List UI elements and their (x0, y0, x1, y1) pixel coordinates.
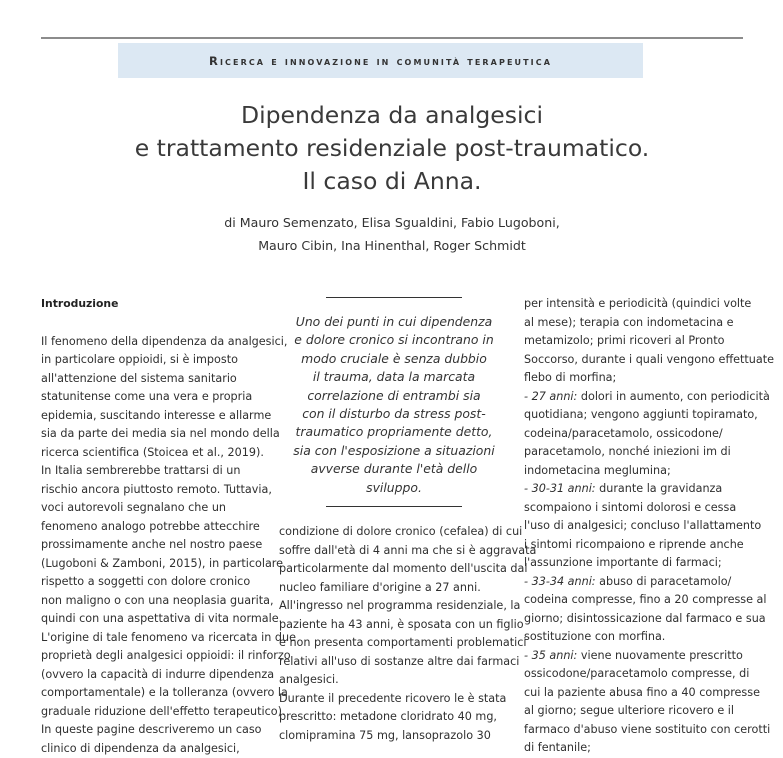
timeline-age: - 30-31 anni: (524, 482, 596, 495)
column-1-body (41, 333, 263, 758)
authors-line: di Mauro Semenzato, Elisa Sgualdini, Fabio Lugoboni, (41, 211, 743, 234)
timeline-text: quotidiana; vengono aggiunti topiramato, (524, 408, 758, 421)
timeline-line (524, 295, 746, 314)
timeline-line (524, 702, 746, 721)
timeline-text: al mese); terapia con indometacina e (524, 316, 734, 329)
text-line: comportamentale) e la tolleranza (ovvero la (41, 684, 263, 703)
timeline-line (524, 517, 746, 536)
text-line: sviluppo. (283, 479, 505, 497)
timeline-line (524, 721, 746, 740)
timeline-text: sostituzione con morfina. (524, 630, 665, 643)
text-line: clomipramina 75 mg, lansoprazolo 30 (279, 727, 501, 746)
text-line: traumatico propriamente detto, (283, 423, 505, 441)
text-line: particolarmente dal momento dell'uscita dal (279, 560, 501, 579)
text-line: epidemia, suscitando interesse e allarme (41, 407, 263, 426)
timeline-line (524, 332, 746, 351)
article-title (41, 99, 743, 198)
quote-rule-top (326, 297, 462, 298)
timeline-text: i sintomi ricompaiono e riprende anche (524, 538, 744, 551)
text-line: prossimamente anche nel nostro paese (41, 536, 263, 555)
column-1 (41, 295, 263, 758)
column-3 (524, 295, 746, 758)
title-line: e trattamento residenziale post-traumatico. (41, 132, 743, 165)
text-line: voci autorevoli segnalano che un (41, 499, 263, 518)
timeline-line (524, 591, 746, 610)
timeline-text: Soccorso, durante i quali vengono effettuate (524, 353, 774, 366)
timeline-line (524, 369, 746, 388)
text-line: correlazione di entrambi sia (283, 387, 505, 405)
title-line: Dipendenza da analgesici (41, 99, 743, 132)
timeline-line (524, 536, 746, 555)
timeline-age: - 27 anni: (524, 390, 577, 403)
text-line: Il fenomeno della dipendenza da analgesici, (41, 333, 263, 352)
text-line: statunitense come una vera e propria (41, 388, 263, 407)
column-2 (279, 523, 501, 745)
timeline-line (524, 351, 746, 370)
text-line: graduale riduzione dell'effetto terapeutico). (41, 703, 263, 722)
section-banner: Ricerca e innovazione in comunità terapeutica (118, 43, 643, 78)
timeline-text: cui la paziente abusa fino a 40 compresse (524, 686, 760, 699)
timeline-text: l'assunzione importante di farmaci; (524, 556, 722, 569)
text-line: (Lugoboni & Zamboni, 2015), in particolare (41, 555, 263, 574)
text-line: prescritto: metadone cloridrato 40 mg, (279, 708, 501, 727)
timeline-text: giorno; disintossicazione dal farmaco e sua (524, 612, 766, 625)
authors-line: Mauro Cibin, Ina Hinenthal, Roger Schmidt (41, 234, 743, 257)
text-line: fenomeno analogo potrebbe attecchire (41, 518, 263, 537)
timeline-line (524, 684, 746, 703)
text-line: L'origine di tale fenomeno va ricercata in due (41, 629, 263, 648)
timeline-text: dolori in aumento, con periodicità (577, 390, 770, 403)
text-line: con il disturbo da stress post- (283, 405, 505, 423)
timeline-text: scompaiono i sintomi dolorosi e cessa (524, 501, 736, 514)
timeline-line (524, 388, 746, 407)
text-line: rispetto a soggetti con dolore cronico (41, 573, 263, 592)
text-line: soffre dall'età di 4 anni ma che si è aggravata (279, 542, 501, 561)
text-line: All'ingresso nel programma residenziale, la (279, 597, 501, 616)
timeline-line (524, 573, 746, 592)
text-line: In Italia sembrerebbe trattarsi di un (41, 462, 263, 481)
timeline-text: farmaco d'abuso viene sostituito con cerotti (524, 723, 770, 736)
text-line: quindi con una aspettativa di vita normale. (41, 610, 263, 629)
text-line: rischio ancora piuttosto remoto. Tuttavia, (41, 481, 263, 500)
title-line: Il caso di Anna. (41, 165, 743, 198)
article-authors (41, 211, 743, 257)
text-line: ricerca scientifica (Stoicea et al., 2019). (41, 444, 263, 463)
text-line: in particolare oppioidi, si è imposto (41, 351, 263, 370)
spacer (41, 314, 263, 333)
text-line: Durante il precedente ricovero le è stata (279, 690, 501, 709)
timeline-text: flebo di morfina; (524, 371, 616, 384)
timeline-line (524, 610, 746, 629)
timeline-line (524, 443, 746, 462)
text-line: Uno dei punti in cui dipendenza (283, 313, 505, 331)
text-line: sia con l'esposizione a situazioni (283, 442, 505, 460)
text-line: sia da parte dei media sia nel mondo della (41, 425, 263, 444)
text-line: analgesici. (279, 671, 501, 690)
timeline-text: per intensità e periodicità (quindici volte (524, 297, 751, 310)
text-line: clinico di dipendenza da analgesici, (41, 740, 263, 758)
timeline-line (524, 647, 746, 666)
timeline-text: abuso di paracetamolo/ (596, 575, 732, 588)
section-heading-introduzione: Introduzione (41, 295, 263, 314)
timeline-line (524, 665, 746, 684)
pull-quote (283, 313, 505, 497)
timeline-age: - 33-34 anni: (524, 575, 596, 588)
timeline-text: ossicodone/paracetamolo compresse, di (524, 667, 749, 680)
timeline-text: paracetamolo, nonché iniezioni im di (524, 445, 731, 458)
text-line: (ovvero la capacità di indurre dipendenza (41, 666, 263, 685)
timeline-text: codeina/paracetamolo, ossicodone/ (524, 427, 723, 440)
text-line: nucleo familiare d'origine a 27 anni. (279, 579, 501, 598)
timeline-line (524, 314, 746, 333)
timeline-line (524, 739, 746, 758)
timeline-text: codeina compresse, fino a 20 compresse al (524, 593, 767, 606)
text-line: condizione di dolore cronico (cefalea) di cui (279, 523, 501, 542)
text-line: proprietà degli analgesici oppioidi: il rinforzo (41, 647, 263, 666)
timeline-line (524, 554, 746, 573)
text-line: non maligno o con una neoplasia guarita, (41, 592, 263, 611)
timeline-line (524, 480, 746, 499)
timeline-text: indometacina meglumina; (524, 464, 671, 477)
text-line: e dolore cronico si incontrano in (283, 331, 505, 349)
text-line: modo cruciale è senza dubbio (283, 350, 505, 368)
quote-rule-bottom (326, 506, 462, 507)
top-rule (41, 37, 743, 39)
text-line: relativi all'uso di sostanze altre dai farmaci (279, 653, 501, 672)
text-line: avverse durante l'età dello (283, 460, 505, 478)
timeline-line (524, 406, 746, 425)
timeline-line (524, 462, 746, 481)
timeline-text: viene nuovamente prescritto (577, 649, 743, 662)
text-line: all'attenzione del sistema sanitario (41, 370, 263, 389)
text-line: paziente ha 43 anni, è sposata con un figlio (279, 616, 501, 635)
text-line: In queste pagine descriveremo un caso (41, 721, 263, 740)
timeline-age: - 35 anni: (524, 649, 577, 662)
timeline-text: di fentanile; (524, 741, 591, 754)
timeline-text: durante la gravidanza (596, 482, 723, 495)
text-line: e non presenta comportamenti problematici (279, 634, 501, 653)
timeline-text: al giorno; segue ulteriore ricovero e il (524, 704, 734, 717)
timeline-line (524, 425, 746, 444)
timeline-text: metamizolo; primi ricoveri al Pronto (524, 334, 724, 347)
timeline-line (524, 628, 746, 647)
timeline-line (524, 499, 746, 518)
text-line: il trauma, data la marcata (283, 368, 505, 386)
timeline-text: l'uso di analgesici; concluso l'allattamento (524, 519, 761, 532)
